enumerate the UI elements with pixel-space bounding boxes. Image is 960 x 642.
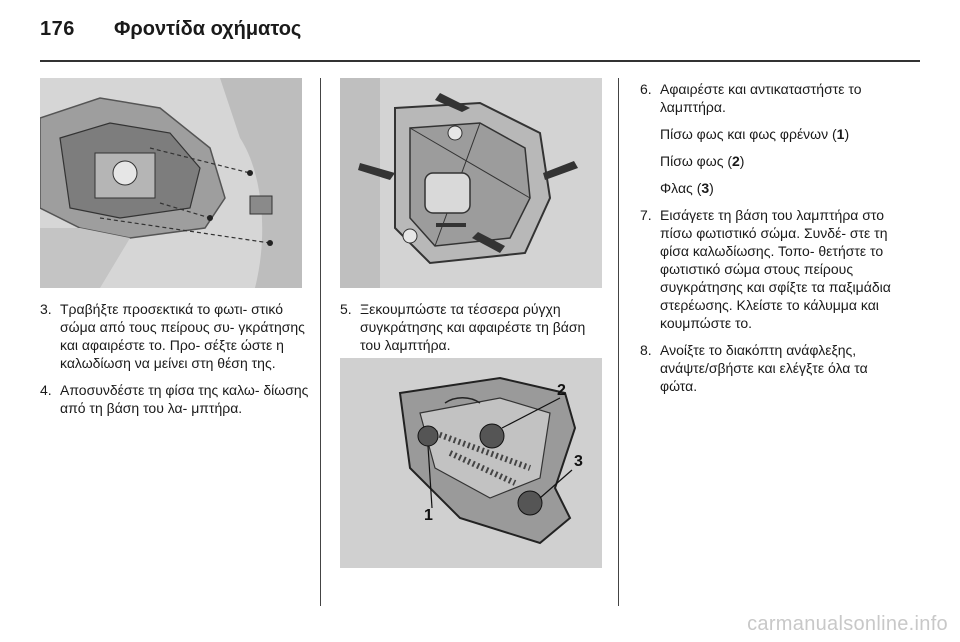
bulb-label-2: 2 <box>557 382 566 399</box>
bulb-item-3: Φλας (3) <box>660 180 714 196</box>
step-number: 6. <box>640 81 652 97</box>
step-number: 4. <box>40 382 52 398</box>
step-number: 8. <box>640 342 652 358</box>
step-text: Ανοίξτε το διακόπτη ανάφλεξης, ανάψτε/σβήστε και ελέγξτε όλα τα φώτα. <box>660 342 868 394</box>
step-text: Τραβήξτε προσεκτικά το φωτι- στικό σώμα από τους πείρους συ- γκράτησης και αφαιρέστε το. Προ- σέξτε ώστε η καλωδίωση να μείνει στη θέση της. <box>60 301 305 371</box>
lamp-holder-illustration <box>340 78 602 288</box>
step-4 <box>40 381 312 417</box>
bulb-ref: 1 <box>836 126 845 142</box>
bulb-ref: 2 <box>732 153 740 169</box>
header-rule <box>40 60 920 62</box>
step-text: Αφαιρέστε και αντικαταστήστε το λαμπτήρα. <box>660 81 862 115</box>
column-3-steps <box>640 80 908 404</box>
column-divider-1 <box>320 78 321 606</box>
step-text: Ξεκουμπώστε τα τέσσερα ρύγχη συγκράτησης και αφαιρέστε τη βάση του λαμπτήρα. <box>360 301 586 353</box>
column-divider-2 <box>618 78 619 606</box>
tail-light-illustration <box>40 78 302 288</box>
step-7 <box>640 206 908 332</box>
column-1-steps <box>40 300 312 426</box>
step-5 <box>340 300 604 354</box>
bulb-holder-illustration <box>340 358 602 568</box>
step-8 <box>640 341 908 395</box>
bulb-item-1: Πίσω φως και φως φρένων (1) <box>660 126 850 142</box>
bulb-ref: 3 <box>701 180 710 196</box>
watermark: carmanualsonline.info <box>747 613 948 635</box>
column-2-steps <box>340 300 604 363</box>
step-3 <box>40 300 312 372</box>
bulb-label-1: 1 <box>424 507 433 524</box>
step-text: Εισάγετε τη βάση του λαμπτήρα στο πίσω φωτιστικό σώμα. Συνδέ- στε τη φίσα καλωδίωσης. Τοπο- θετήστε το φωτιστικό σώμα στους πείρους συγκράτησης και σφίξτε τα παξιμάδια στερέωσης. Κλείστε το κάλυμμα και κουμπώστε το. <box>660 207 891 331</box>
step-number: 7. <box>640 207 652 223</box>
figure-tail-light-pins <box>40 78 302 288</box>
figure-lamp-holder-lugs <box>340 78 602 288</box>
figure-bulb-positions <box>340 358 602 568</box>
step-number: 3. <box>40 301 52 317</box>
page-title: Φροντίδα οχήματος <box>114 18 302 40</box>
page-number: 176 <box>40 18 75 40</box>
bulb-label-3: 3 <box>574 453 583 470</box>
step-6 <box>640 80 908 116</box>
step-number: 5. <box>340 301 352 317</box>
bulb-item-2: Πίσω φως (2) <box>660 153 745 169</box>
step-text: Αποσυνδέστε τη φίσα της καλω- δίωσης από τη βάση του λα- μπτήρα. <box>60 382 309 416</box>
